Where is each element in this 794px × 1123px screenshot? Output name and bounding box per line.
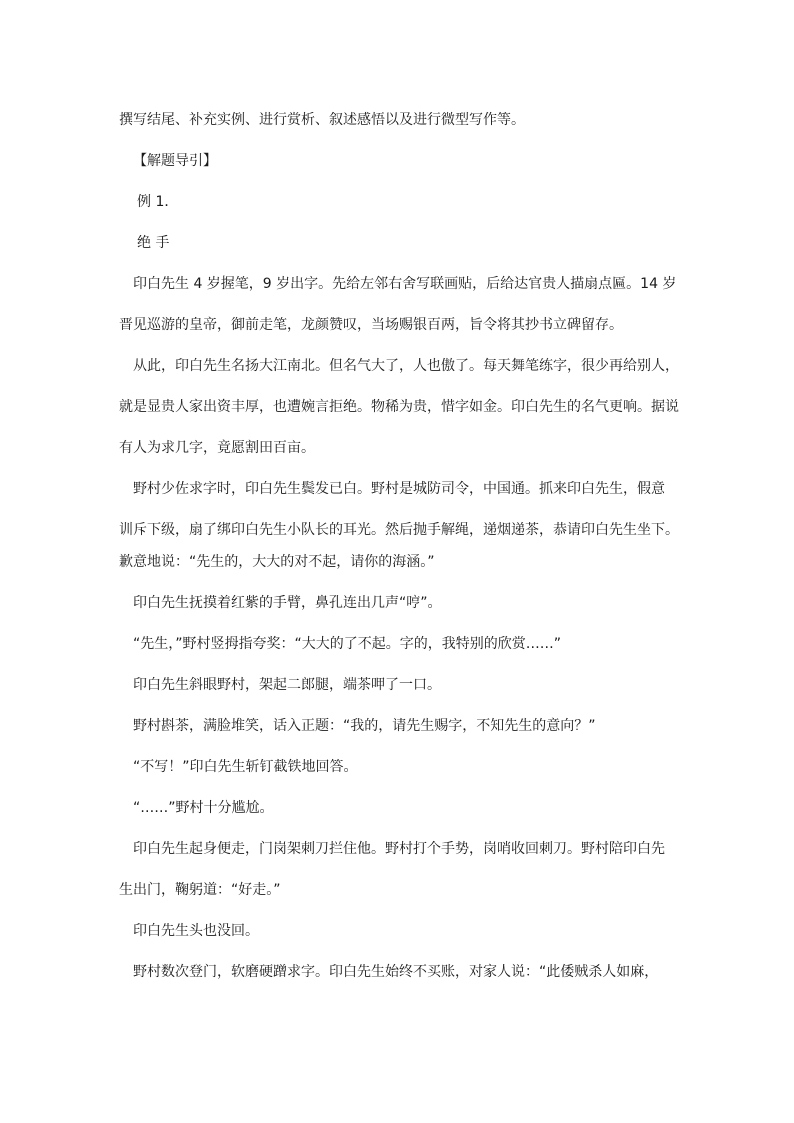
paragraph-line: 印白先生起身便走，门岗架刺刀拦住他。野村打个手势，岗哨收回刺刀。野村陪印白先	[133, 841, 665, 857]
paragraph-line: 生出门，鞠躬道：“好走。”	[119, 882, 281, 898]
paragraph-line: 歉意地说：“先生的，大大的对不起，请你的海涵。”	[119, 554, 435, 570]
paragraph-line: 野村少佐求字时，印白先生鬓发已白。野村是城防司令，中国通。抓来印白先生，假意	[133, 481, 665, 497]
paragraph-line: 野村数次登门，软磨硬蹭求字。印白先生始终不买账，对家人说：“此倭贼杀人如麻，	[133, 964, 659, 980]
intro-line: 撰写结尾、补充实例、进行赏析、叙述感悟以及进行微型写作等。	[119, 112, 525, 128]
paragraph-line: 晋见巡游的皇帝，御前走笔，龙颜赞叹，当场赐银百两，旨令将其抄书立碑留存。	[119, 317, 623, 333]
example-label: 例 1．	[137, 194, 179, 210]
paragraph-line: 有人为求几字，竟愿割田百亩。	[119, 440, 315, 456]
paragraph-line: 印白先生头也没回。	[133, 923, 259, 939]
story-title: 绝 手	[137, 235, 170, 251]
paragraph-line: “先生，”野村竖拇指夸奖：“大大的了不起。字的，我特别的欣赏……”	[133, 636, 562, 652]
paragraph-line: “不写！”印白先生斩钉截铁地回答。	[133, 759, 358, 775]
paragraph-line: 印白先生斜眼野村，架起二郎腿，端茶呷了一口。	[133, 677, 441, 693]
paragraph-line: 就是显贵人家出资丰厚，也遭婉言拒绝。物稀为贵，惜字如金。印白先生的名气更响。据说	[119, 399, 679, 415]
section-heading: 【解题导引】	[133, 153, 217, 169]
paragraph-line: “……”野村十分尴尬。	[133, 800, 274, 816]
paragraph-line: 印白先生 4 岁握笔，9 岁出字。先给左邻右舍写联画贴，后给达官贵人描扇点匾。14 岁	[133, 276, 677, 292]
document-body	[119, 104, 679, 988]
paragraph-line: 野村斟茶，满脸堆笑，话入正题：“我的，请先生赐字，不知先生的意向？”	[133, 718, 596, 734]
paragraph-line: 训斥下级，扇了绑印白先生小队长的耳光。然后抛手解绳，递烟递茶，恭请印白先生坐下。	[119, 522, 679, 538]
paragraph-line: 从此，印白先生名扬大江南北。但名气大了，人也傲了。每天舞笔练字，很少再给别人，	[133, 358, 679, 374]
paragraph-line: 印白先生抚摸着红紫的手臂，鼻孔连出几声“哼”。	[133, 595, 442, 611]
